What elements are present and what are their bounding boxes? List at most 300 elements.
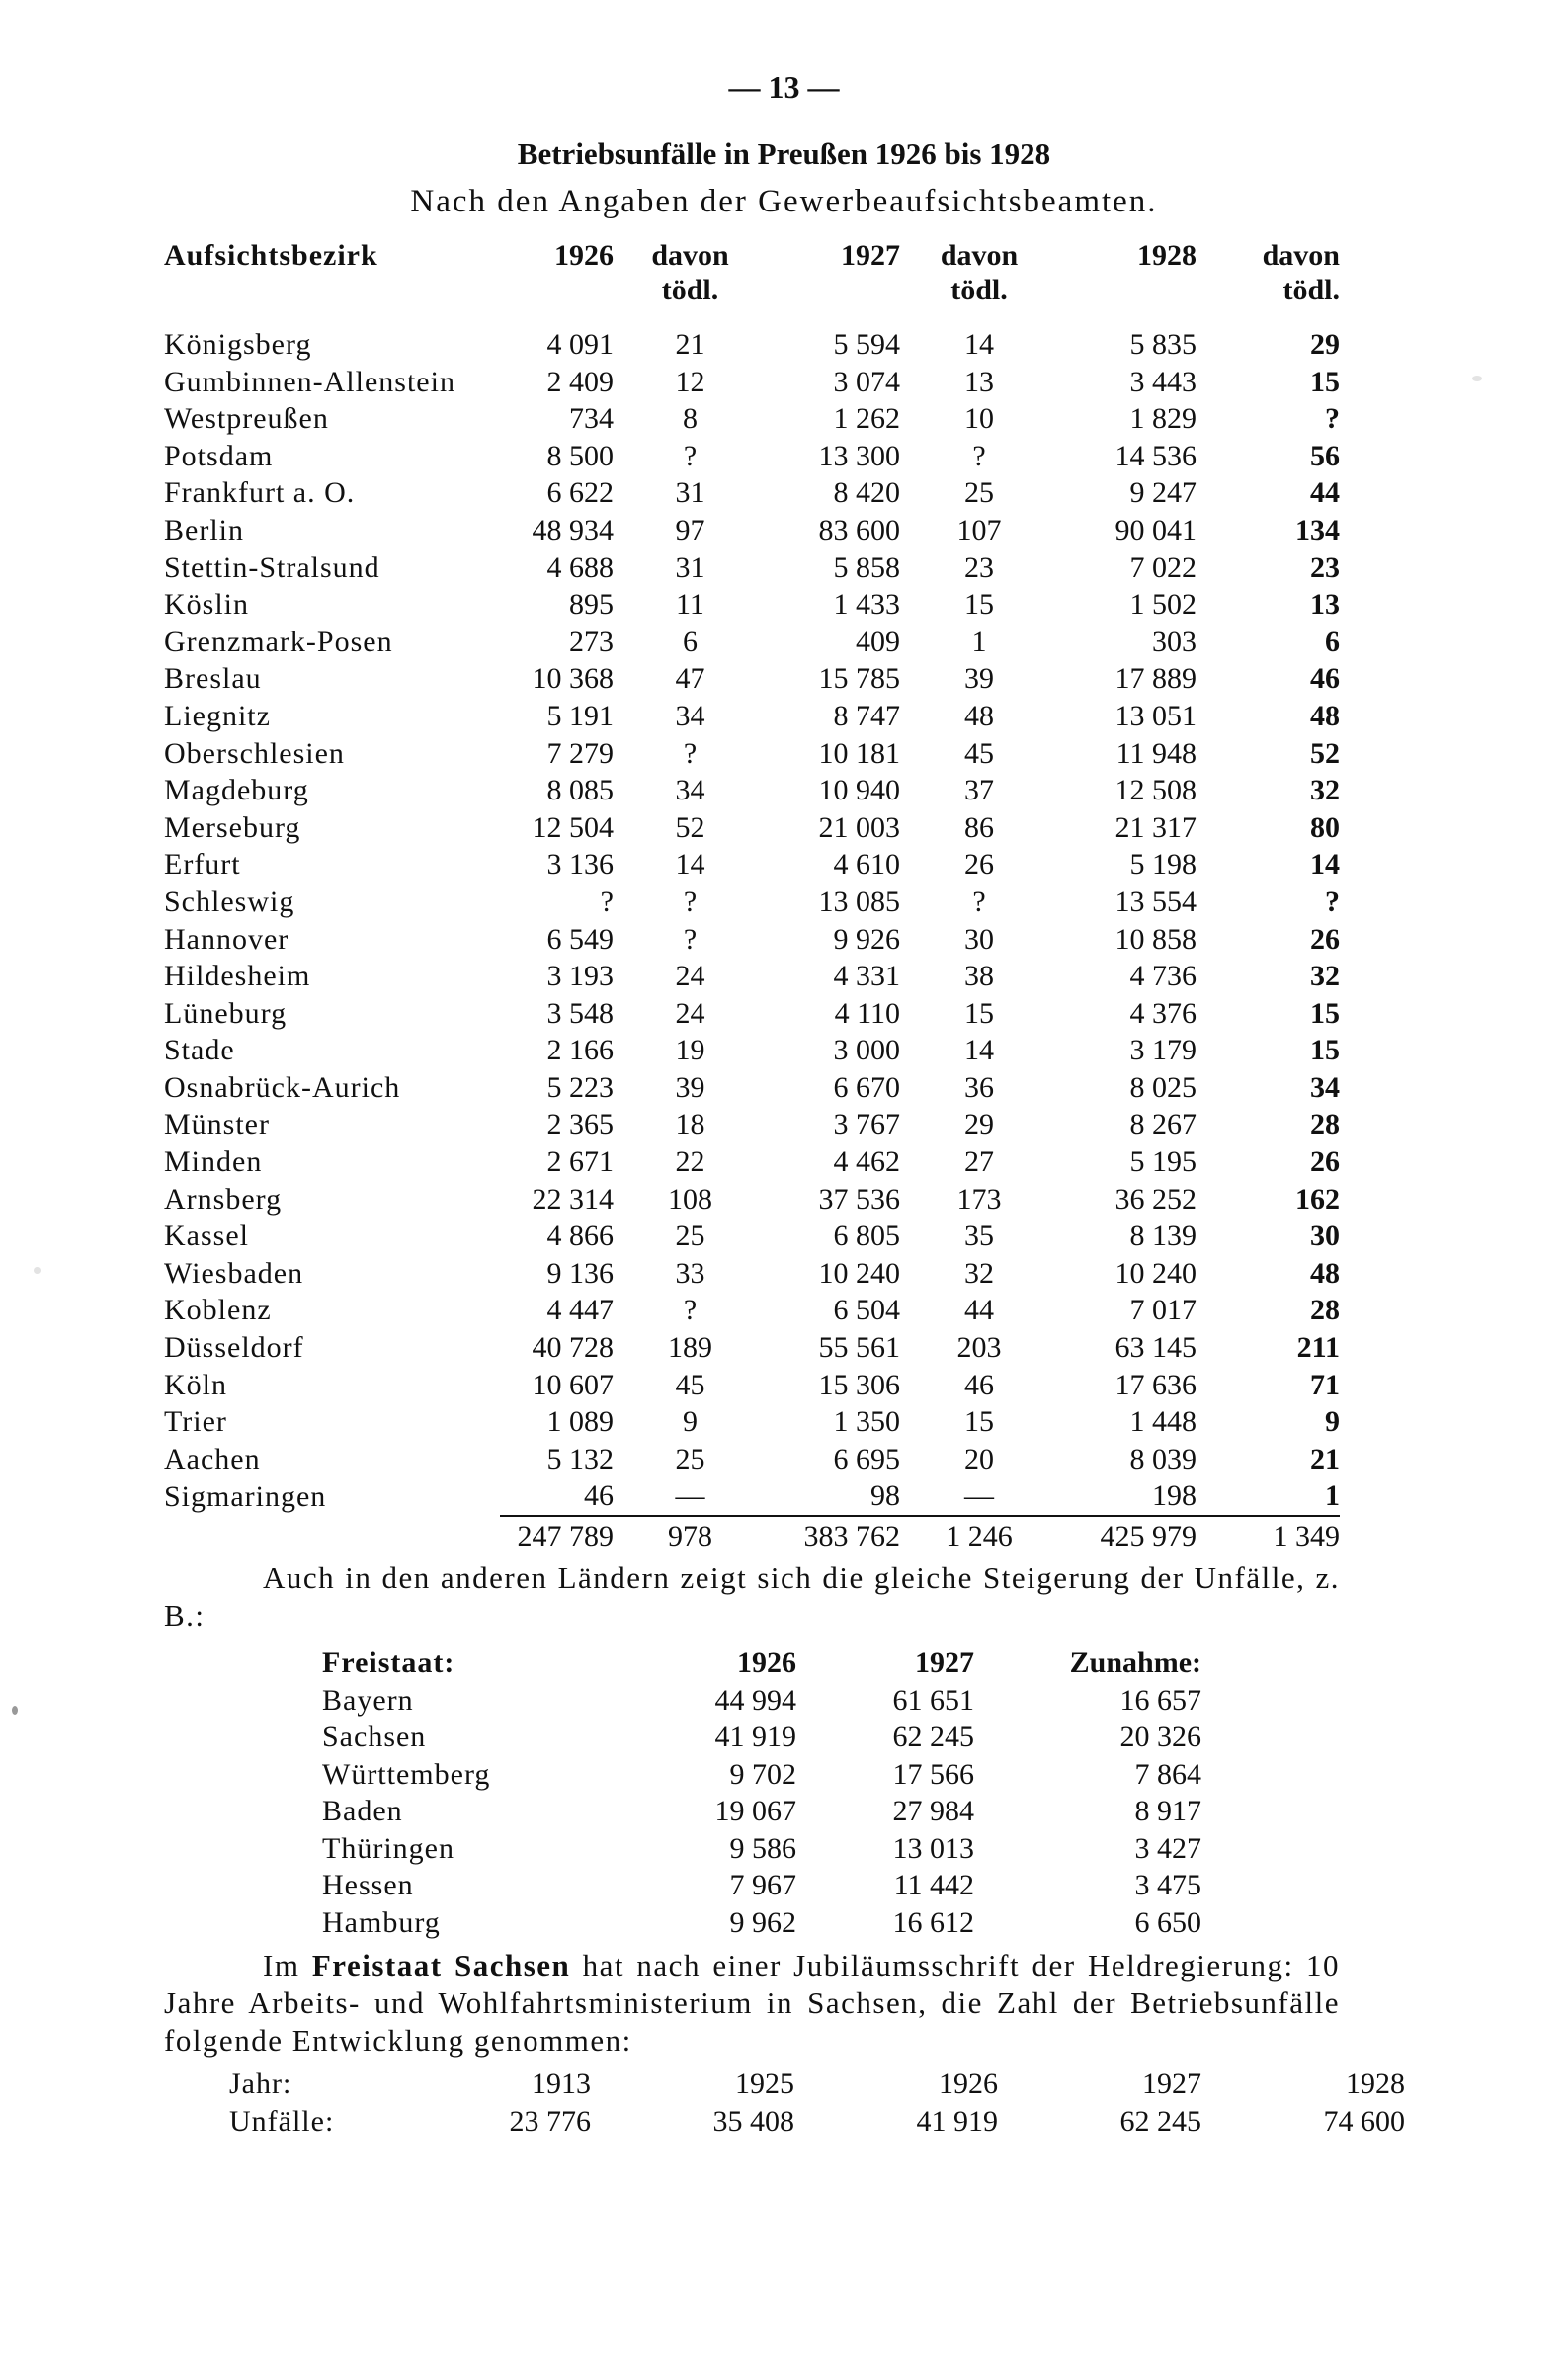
table-cell: 5 198 (1129, 848, 1197, 882)
paper-speck (12, 1706, 18, 1715)
table-cell: 24 (675, 960, 705, 993)
table-row (164, 735, 1340, 773)
states-column-header: Zunahme: (1069, 1646, 1201, 1679)
table-cell: 3 767 (833, 1108, 900, 1141)
table-title: Betriebsunfälle in Preußen 1926 bis 1928 (517, 136, 1051, 171)
table-cell: 39 (675, 1070, 705, 1104)
district-name: Frankfurt a. O. (164, 476, 356, 510)
district-name: Köln (164, 1368, 227, 1401)
table-row (164, 958, 1340, 995)
state-value: 17 566 (892, 1757, 974, 1791)
table-cell: 5 191 (546, 699, 614, 732)
saxony-accident-row (229, 2103, 1405, 2141)
table-cell: 44 (964, 1294, 994, 1327)
table-cell: 12 (675, 365, 705, 398)
table-cell: 13 (964, 365, 994, 398)
state-name: Württemberg (322, 1757, 491, 1791)
district-name: Schleswig (164, 884, 295, 918)
table-cell: 26 (964, 848, 994, 882)
table-cell: 21 (1310, 1442, 1340, 1475)
table-cell: 98 (870, 1479, 900, 1513)
table-cell: 5 132 (546, 1442, 614, 1475)
table-cell: 10 181 (818, 736, 900, 770)
table-cell: 895 (569, 588, 614, 622)
year-value: 1926 (939, 2067, 998, 2100)
table-header-row-2 (164, 273, 1340, 308)
table-row (164, 1032, 1340, 1069)
table-cell: 44 (1310, 476, 1340, 510)
table-cell: 6 670 (833, 1070, 900, 1104)
table-cell: 28 (1310, 1294, 1340, 1327)
table-cell: 37 536 (818, 1182, 900, 1216)
table-cell: 26 (1310, 1145, 1340, 1179)
table-cell: 83 600 (818, 513, 900, 547)
table-cell: 6 805 (833, 1220, 900, 1253)
table-row (164, 995, 1340, 1033)
table-cell: ? (683, 439, 698, 472)
page-number: — 13 — (728, 69, 840, 105)
table-cell: 8 500 (546, 439, 614, 472)
table-cell: 107 (956, 513, 1002, 547)
table-row (164, 474, 1340, 512)
states-row (322, 1682, 1201, 1720)
table-row (164, 1403, 1340, 1441)
district-name: Minden (164, 1145, 263, 1179)
table-cell: 97 (675, 513, 705, 547)
district-name: Kassel (164, 1220, 249, 1253)
table-cell: — (675, 1479, 705, 1513)
table-cell: 189 (668, 1331, 712, 1365)
table-cell: 31 (675, 476, 705, 510)
year-value: 1927 (1142, 2067, 1201, 2100)
district-name: Breslau (164, 662, 262, 696)
table-cell: 4 462 (833, 1145, 900, 1179)
table-cell: 15 306 (818, 1368, 900, 1401)
table-cell: 9 136 (546, 1256, 614, 1290)
state-value: 8 917 (1134, 1795, 1201, 1827)
table-cell: 734 (569, 402, 614, 436)
table-cell: 48 (1310, 1256, 1340, 1290)
table-cell: 86 (964, 810, 994, 844)
table-cell: 5 835 (1129, 328, 1197, 361)
table-cell: 13 (1310, 588, 1340, 622)
states-row (322, 1904, 1201, 1942)
state-value: 62 245 (892, 1721, 974, 1753)
table-cell: ? (683, 884, 698, 918)
table-cell: 10 940 (818, 774, 900, 807)
table-row (164, 1106, 1340, 1143)
table-cell: 17 889 (1114, 662, 1197, 696)
district-name: Lüneburg (164, 996, 288, 1030)
table-cell: 32 (1310, 774, 1340, 807)
table-cell: 26 (1310, 922, 1340, 956)
table-cell: 2 409 (546, 365, 614, 398)
table-cell: 273 (569, 625, 614, 658)
table-cell: 45 (675, 1368, 705, 1401)
total-cell: 383 762 (767, 1516, 900, 1557)
table-cell: 13 051 (1114, 699, 1197, 732)
table-cell: 15 (1310, 1034, 1340, 1067)
district-name: Hannover (164, 922, 289, 956)
state-name: Hessen (322, 1869, 414, 1901)
accident-table-prussia (164, 239, 1340, 1557)
table-row (164, 698, 1340, 735)
table-cell: 6 695 (833, 1442, 900, 1475)
table-cell: 31 (675, 550, 705, 584)
table-cell: 15 (964, 588, 994, 622)
table-cell: 3 548 (546, 996, 614, 1030)
table-cell: 36 252 (1114, 1182, 1197, 1216)
district-name: Königsberg (164, 328, 312, 361)
table-cell: 198 (1152, 1479, 1197, 1513)
table-cell: 37 (964, 774, 994, 807)
table-cell: 14 (964, 328, 994, 361)
table-row (164, 921, 1340, 959)
states-row (322, 1830, 1201, 1868)
table-cell: 34 (675, 774, 705, 807)
accident-value: 23 776 (509, 2105, 591, 2138)
table-cell: 1 (971, 625, 987, 658)
table-cell: 4 447 (546, 1294, 614, 1327)
table-cell: 15 (964, 996, 994, 1030)
table-cell: 10 240 (1114, 1256, 1197, 1290)
district-name: Berlin (164, 513, 244, 547)
district-name: Potsdam (164, 439, 274, 472)
table-row (164, 1292, 1340, 1329)
table-cell: 4 866 (546, 1220, 614, 1253)
table-cell: 1 (1325, 1479, 1340, 1513)
states-row (322, 1719, 1201, 1756)
table-cell: 8 267 (1129, 1108, 1197, 1141)
table-cell: 1 262 (833, 402, 900, 436)
table-cell: 1 502 (1129, 588, 1197, 622)
state-value: 9 702 (729, 1757, 796, 1791)
table-cell: 13 085 (818, 884, 900, 918)
table-row (164, 660, 1340, 698)
state-value: 9 962 (729, 1905, 796, 1939)
table-cell: 162 (1295, 1182, 1340, 1216)
year-value: 1925 (735, 2067, 794, 2100)
states-column-header: 1927 (915, 1646, 974, 1679)
table-cell: 8 747 (833, 699, 900, 732)
state-value: 13 013 (892, 1831, 974, 1865)
table-cell: 25 (964, 476, 994, 510)
total-cell: 978 (614, 1516, 767, 1557)
table-cell: 10 607 (532, 1368, 614, 1401)
table-cell: 1 089 (546, 1405, 614, 1439)
table-row (164, 586, 1340, 624)
table-cell: 2 166 (546, 1034, 614, 1067)
table-row (164, 1069, 1340, 1107)
states-row (322, 1867, 1201, 1904)
district-name: Grenzmark-Posen (164, 625, 393, 658)
table-cell: 21 (675, 328, 705, 361)
column-header: davon (1262, 239, 1340, 272)
table-cell: ? (1325, 884, 1340, 918)
table-cell: 4 610 (833, 848, 900, 882)
table-cell: 4 331 (833, 960, 900, 993)
district-name: Düsseldorf (164, 1331, 304, 1365)
accidents-label: Unfälle: (229, 2105, 335, 2138)
table-cell: 21 317 (1114, 810, 1197, 844)
table-cell: 3 179 (1129, 1034, 1197, 1067)
table-row (164, 884, 1340, 921)
table-cell: 46 (584, 1479, 614, 1513)
table-cell: 29 (1310, 328, 1340, 361)
table-cell: 14 (675, 848, 705, 882)
table-cell: 173 (956, 1182, 1002, 1216)
state-value: 61 651 (892, 1683, 974, 1717)
table-row (164, 846, 1340, 884)
table-cell: ? (683, 1294, 698, 1327)
table-cell: 11 (676, 588, 704, 622)
district-name: Merseburg (164, 810, 301, 844)
table-cell: 45 (964, 736, 994, 770)
table-cell: 3 136 (546, 848, 614, 882)
table-cell: 9 (1325, 1405, 1340, 1439)
table-cell: 19 (675, 1034, 705, 1067)
totals-row (164, 1516, 1340, 1557)
district-name: Liegnitz (164, 699, 271, 732)
table-cell: 17 636 (1114, 1368, 1197, 1401)
table-cell: 46 (1310, 662, 1340, 696)
table-cell: 9 926 (833, 922, 900, 956)
table-cell: 9 247 (1129, 476, 1197, 510)
district-name: Wiesbaden (164, 1256, 304, 1290)
table-cell: 55 561 (818, 1331, 900, 1365)
header-spacer (164, 308, 1340, 326)
year-value: 1913 (532, 2067, 591, 2100)
table-cell: 32 (1310, 960, 1340, 993)
table-cell: 14 536 (1114, 439, 1197, 472)
table-cell: 15 (1310, 365, 1340, 398)
state-value: 44 994 (714, 1683, 796, 1717)
table-cell: 30 (1310, 1220, 1340, 1253)
table-cell: 25 (675, 1442, 705, 1475)
state-value: 11 442 (893, 1869, 974, 1901)
paragraph-saxony (164, 1947, 1340, 2060)
table-cell: 10 368 (532, 662, 614, 696)
table-cell: 12 508 (1114, 774, 1197, 807)
table-row (164, 1143, 1340, 1181)
table-cell: 34 (675, 699, 705, 732)
table-cell: 32 (964, 1256, 994, 1290)
table-cell: 71 (1310, 1368, 1340, 1401)
spacer-cell (164, 308, 500, 326)
column-header-sub: tödl. (950, 274, 1008, 306)
table-cell: 46 (964, 1368, 994, 1401)
table-cell: 7 279 (546, 736, 614, 770)
table-cell: 48 (964, 699, 994, 732)
table-cell: 15 (1310, 996, 1340, 1030)
table-row (164, 1218, 1340, 1255)
table-cell: 23 (1310, 550, 1340, 584)
accident-value: 74 600 (1323, 2105, 1405, 2138)
district-name: Westpreußen (164, 402, 329, 436)
state-name: Sachsen (322, 1721, 427, 1753)
table-cell: 134 (1295, 513, 1340, 547)
state-value: 41 919 (714, 1721, 796, 1753)
year-value: 1928 (1346, 2067, 1405, 2100)
state-name: Bayern (322, 1683, 414, 1717)
total-cell: 1 246 (900, 1516, 1058, 1557)
paragraph-other-states: Auch in den anderen Ländern zeigt sich die gleiche Steigerung der Unfälle, z. B.: (164, 1560, 1340, 1633)
table-row (164, 624, 1340, 661)
state-value: 6 650 (1134, 1905, 1201, 1939)
table-row (164, 364, 1340, 401)
table-cell: 5 195 (1129, 1145, 1197, 1179)
state-value: 16 612 (892, 1905, 974, 1939)
accident-table-states (322, 1644, 1201, 1941)
table-cell: 22 314 (532, 1182, 614, 1216)
table-row (164, 1329, 1340, 1367)
table-cell: 90 041 (1114, 513, 1197, 547)
table-cell: 14 (1310, 848, 1340, 882)
table-cell: 2 671 (546, 1145, 614, 1179)
table-cell: 4 110 (834, 996, 900, 1030)
state-value: 7 967 (729, 1869, 796, 1901)
table-cell: 21 003 (818, 810, 900, 844)
table-cell: 4 091 (546, 328, 614, 361)
table-cell: 56 (1310, 439, 1340, 472)
table-cell: ? (683, 736, 698, 770)
column-header-sub (1058, 273, 1197, 308)
states-column-header: 1926 (737, 1646, 796, 1679)
column-header: davon (940, 239, 1019, 272)
table-cell: 2 365 (546, 1108, 614, 1141)
table-cell: 7 022 (1129, 550, 1197, 584)
table-cell: 34 (1310, 1070, 1340, 1104)
table-cell: 80 (1310, 810, 1340, 844)
table-cell: 28 (1310, 1108, 1340, 1141)
state-name: Hamburg (322, 1905, 441, 1939)
table-row (164, 512, 1340, 549)
column-header-sub: tödl. (661, 274, 719, 306)
table-row (164, 400, 1340, 438)
table-cell: 38 (964, 960, 994, 993)
state-name: Baden (322, 1795, 403, 1827)
district-name: Stade (164, 1034, 235, 1067)
table-cell: 23 (964, 550, 994, 584)
district-name: Stettin-Stralsund (164, 550, 380, 584)
table-cell: 48 (1310, 699, 1340, 732)
table-cell: 13 300 (818, 439, 900, 472)
table-cell: 8 420 (833, 476, 900, 510)
table-cell: 409 (856, 625, 900, 658)
table-cell: 6 622 (546, 476, 614, 510)
column-header-sub (767, 273, 900, 308)
district-name: Osnabrück-Aurich (164, 1070, 401, 1104)
district-name: Magdeburg (164, 774, 309, 807)
paragraph-saxony-bold: Freistaat Sachsen (311, 1948, 571, 1982)
state-value: 3 475 (1134, 1869, 1201, 1901)
table-cell: 12 504 (532, 810, 614, 844)
column-header-sub (164, 273, 500, 308)
state-value: 20 326 (1119, 1721, 1201, 1753)
table-cell: 48 934 (532, 513, 614, 547)
table-cell: 8 025 (1129, 1070, 1197, 1104)
states-column-header: Freistaat: (322, 1646, 455, 1679)
table-cell: 1 829 (1129, 402, 1197, 436)
table-cell: 29 (964, 1108, 994, 1141)
table-cell: ? (972, 884, 986, 918)
table-row (164, 809, 1340, 847)
table-cell: ? (972, 439, 986, 472)
table-cell: 15 785 (818, 662, 900, 696)
state-value: 19 067 (714, 1795, 796, 1827)
table-row (164, 1367, 1340, 1404)
table-cell: 303 (1152, 625, 1197, 658)
table-row (164, 1441, 1340, 1478)
states-header-row (322, 1644, 1201, 1682)
table-cell: 15 (964, 1405, 994, 1439)
table-cell: 1 433 (833, 588, 900, 622)
column-header: 1926 (554, 239, 614, 272)
saxony-year-row (229, 2065, 1405, 2103)
table-cell: 39 (964, 662, 994, 696)
states-row (322, 1793, 1201, 1830)
district-name: Köslin (164, 588, 250, 622)
table-cell: 6 (1325, 625, 1340, 658)
table-cell: 203 (956, 1331, 1002, 1365)
total-cell: 247 789 (500, 1516, 614, 1557)
column-header: Aufsichtsbezirk (164, 239, 378, 272)
accident-value: 35 408 (712, 2105, 794, 2138)
table-header-row (164, 239, 1340, 273)
table-cell: 3 074 (833, 365, 900, 398)
table-cell: 47 (675, 662, 705, 696)
table-cell: 25 (675, 1220, 705, 1253)
table-cell: 36 (964, 1070, 994, 1104)
total-cell: 1 349 (1197, 1516, 1340, 1557)
accident-value: 62 245 (1119, 2105, 1201, 2138)
saxony-development-table (229, 2065, 1405, 2141)
paragraph-saxony-pre: Im (263, 1948, 312, 1982)
table-row (164, 1477, 1340, 1516)
table-cell: 3 000 (833, 1034, 900, 1067)
table-cell: 40 728 (532, 1331, 614, 1365)
table-cell: 5 223 (546, 1070, 614, 1104)
table-subtitle: Nach den Angaben der Gewerbeaufsichtsbeamten. (410, 184, 1158, 219)
district-name: Sigmaringen (164, 1479, 327, 1513)
table-cell: 1 350 (833, 1405, 900, 1439)
state-value: 3 427 (1134, 1831, 1201, 1865)
table-cell: 6 (683, 625, 698, 658)
state-value: 9 586 (729, 1831, 796, 1865)
state-value: 16 657 (1119, 1683, 1201, 1717)
table-cell: 4 736 (1129, 960, 1197, 993)
table-cell: 14 (964, 1034, 994, 1067)
table-cell: 5 594 (833, 328, 900, 361)
table-cell: 108 (668, 1182, 712, 1216)
table-row (164, 772, 1340, 809)
table-cell: ? (1325, 402, 1340, 436)
table-cell: 8 085 (546, 774, 614, 807)
state-value: 27 984 (892, 1795, 974, 1827)
table-row (164, 1181, 1340, 1219)
table-row (164, 326, 1340, 364)
year-label: Jahr: (229, 2067, 292, 2100)
table-cell: 8 039 (1129, 1442, 1197, 1475)
table-cell: 3 193 (546, 960, 614, 993)
district-name: Arnsberg (164, 1182, 283, 1216)
table-cell: ? (600, 884, 614, 918)
table-cell: 11 948 (1115, 736, 1197, 770)
district-name: Koblenz (164, 1294, 272, 1327)
table-cell: 63 145 (1114, 1331, 1197, 1365)
state-value: 7 864 (1134, 1757, 1201, 1791)
district-name: Oberschlesien (164, 736, 345, 770)
